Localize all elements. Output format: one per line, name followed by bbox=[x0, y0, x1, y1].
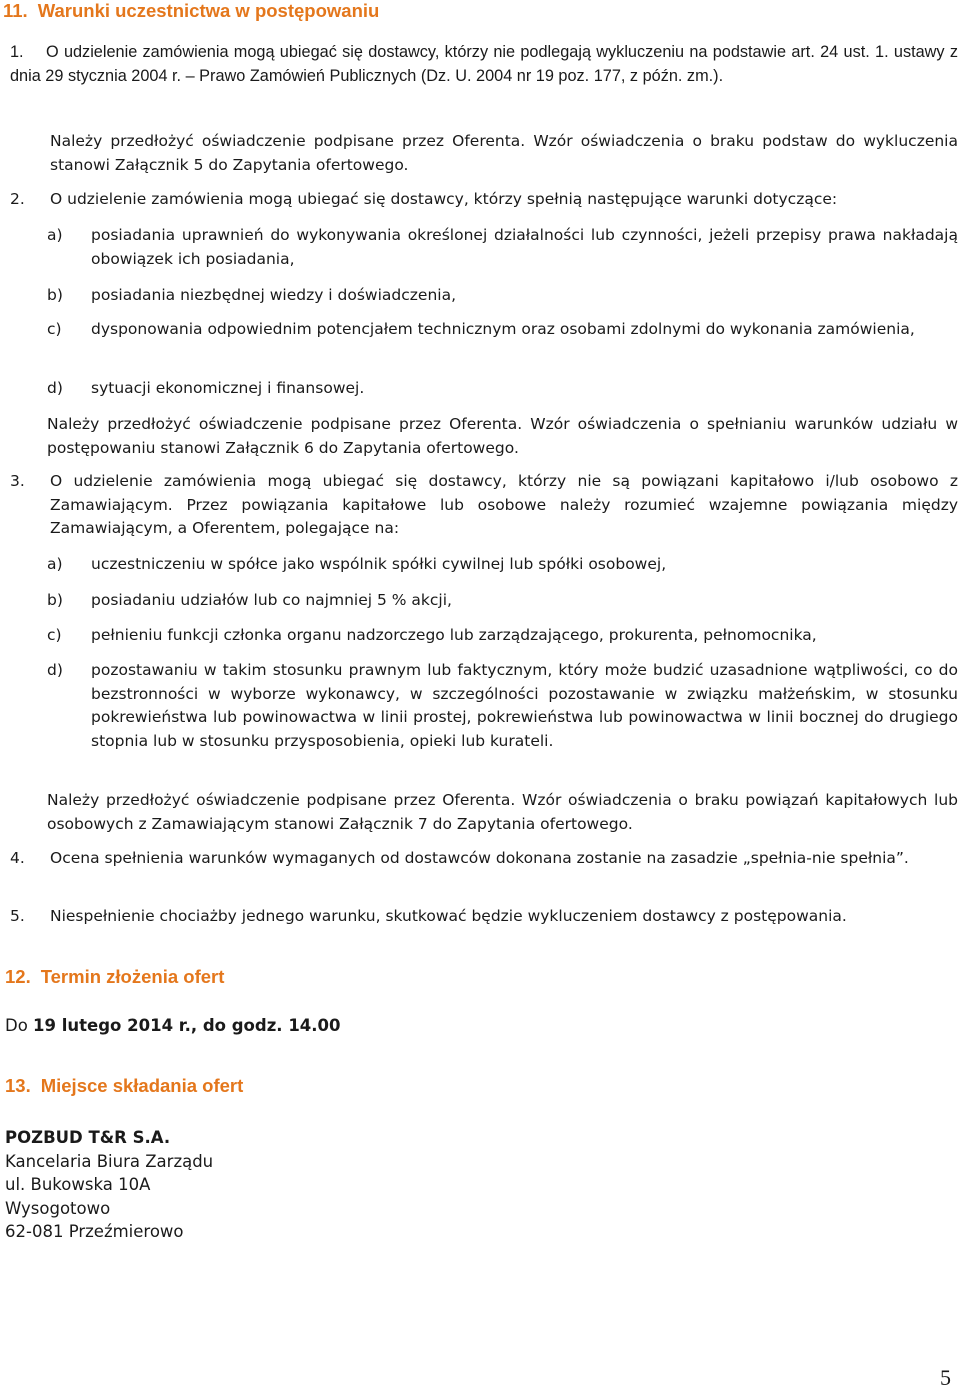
subitem-text: pozostawaniu w takim stosunku prawnym lub faktycznym, który może budzić uzasadnione wątpliwości, co do bezstronności w wyborze wykonawcy, w szczególności pozostawanie w związku małżeńskim, w stosunku pokrewieństwa lub powinowactwa w linii prostej, pokrewieństwa lub powinowactwa w linii bocznej do drugiego stopnia lub w stosunku przysposobienia, opieki lub kurateli. bbox=[91, 661, 958, 750]
item-4-number: 4. bbox=[10, 849, 25, 867]
subitem-letter: b) bbox=[47, 286, 63, 304]
item-1-note: Należy przedłożyć oświadczenie podpisane przez Oferenta. Wzór oświadczenia o braku podstaw do wykluczenia stanowi Załącznik 5 do Zapytania ofertowego. bbox=[50, 132, 958, 174]
address-line: Wysogotowo bbox=[5, 1198, 111, 1218]
item-2-text: O udzielenie zamówienia mogą ubiegać się dostawcy, którzy spełnią następujące warunki dotyczące: bbox=[50, 190, 838, 208]
subitem-text: pełnieniu funkcji członka organu nadzorczego lub zarządzającego, prokurenta, pełnomocnika, bbox=[91, 626, 817, 644]
address-line: 62-081 Przeźmierowo bbox=[5, 1222, 184, 1241]
subitem-text: posiadania uprawnień do wykonywania określonej działalności lub czynności, jeżeli przepisy prawa nakładają obowiązek ich posiadania, bbox=[91, 226, 958, 268]
section-title: Warunki uczestnictwa w postępowaniu bbox=[37, 0, 380, 21]
subitem-text: sytuacji ekonomicznej i finansowej. bbox=[91, 379, 365, 397]
subitem-letter: a) bbox=[47, 555, 63, 573]
section-13-heading bbox=[5, 1075, 243, 1097]
subitem-letter: b) bbox=[47, 591, 63, 609]
subitem-letter: d) bbox=[47, 379, 63, 397]
subitem-text: uczestniczeniu w spółce jako wspólnik spółki cywilnej lub spółki osobowej, bbox=[91, 555, 667, 573]
section-11-heading bbox=[3, 0, 379, 22]
subitem-text: posiadaniu udziałów lub co najmniej 5 % akcji, bbox=[91, 591, 452, 609]
address-line: Kancelaria Biura Zarządu bbox=[5, 1151, 214, 1171]
item-1-text: O udzielenie zamówienia mogą ubiegać się dostawcy, którzy nie podlegają wykluczeniu na podstawie art. 24 ust. 1. ustawy z dnia 29 stycznia 2004 r. – Prawo Zamówień Publicznych (Dz. U. 2004 nr 19 poz. 177, z późn. zm.). bbox=[10, 43, 958, 85]
subitem-text: dysponowania odpowiednim potencjałem technicznym oraz osobami zdolnymi do wykonania zamówienia, bbox=[91, 320, 915, 338]
address-block bbox=[5, 1126, 213, 1244]
section-number: 11. bbox=[3, 0, 28, 21]
item-1-number: 1. bbox=[10, 43, 24, 61]
item-2-subitem-d bbox=[47, 377, 958, 401]
deadline-line bbox=[5, 1016, 341, 1035]
item-5-number: 5. bbox=[10, 907, 25, 925]
item-3-subitem-b bbox=[47, 589, 958, 613]
item-2-number: 2. bbox=[10, 190, 25, 208]
item-3-number: 3. bbox=[10, 472, 25, 490]
item-5-text: Niespełnienie chociażby jednego warunku, skutkować będzie wykluczeniem dostawcy z postępowania. bbox=[50, 907, 847, 925]
item-2-note: Należy przedłożyć oświadczenie podpisane przez Oferenta. Wzór oświadczenia o spełnianiu warunków udziału w postępowaniu stanowi Załącznik 6 do Zapytania ofertowego. bbox=[47, 415, 958, 457]
deadline-prefix: Do bbox=[5, 1016, 34, 1035]
section-number: 12. bbox=[5, 966, 31, 987]
subitem-letter: c) bbox=[47, 626, 62, 644]
deadline-value: 19 lutego 2014 r., do godz. 14.00 bbox=[33, 1016, 341, 1035]
item-4-text: Ocena spełnienia warunków wymaganych od dostawców dokonana zostanie na zasadzie „spełnia-nie spełnia”. bbox=[50, 849, 909, 867]
item-2-subitem-a bbox=[47, 224, 958, 271]
section-title: Miejsce składania ofert bbox=[40, 1075, 244, 1096]
item-3-subitem-d bbox=[47, 659, 958, 753]
item-3-subitem-c bbox=[47, 624, 958, 648]
subitem-text: posiadania niezbędnej wiedzy i doświadczenia, bbox=[91, 286, 456, 304]
page-number: 5 bbox=[940, 1365, 951, 1390]
section-12-heading bbox=[5, 966, 224, 988]
company-name: POZBUD T&R S.A. bbox=[5, 1128, 171, 1147]
address-line: ul. Bukowska 10A bbox=[5, 1175, 151, 1194]
subitem-letter: c) bbox=[47, 320, 62, 338]
item-2-subitem-b bbox=[47, 284, 958, 308]
item-3-note: Należy przedłożyć oświadczenie podpisane przez Oferenta. Wzór oświadczenia o braku powiązań kapitałowych lub osobowych z Zamawiającym stanowi Załącznik 7 do Zapytania ofertowego. bbox=[47, 791, 958, 833]
item-3-text: O udzielenie zamówienia mogą ubiegać się dostawcy, którzy nie są powiązani kapitałowo i/lub osobowo z Zamawiającym. Przez powiązania kapitałowe lub osobowe należy rozumieć wzajemne powiązania między Zamawiającym, a Oferentem, polegające na: bbox=[50, 472, 958, 537]
item-2-subitem-c bbox=[47, 318, 958, 342]
subitem-letter: d) bbox=[47, 661, 63, 679]
section-title: Termin złożenia ofert bbox=[40, 966, 225, 987]
section-number: 13. bbox=[5, 1075, 31, 1096]
item-3-subitem-a bbox=[47, 553, 958, 577]
subitem-letter: a) bbox=[47, 226, 63, 244]
